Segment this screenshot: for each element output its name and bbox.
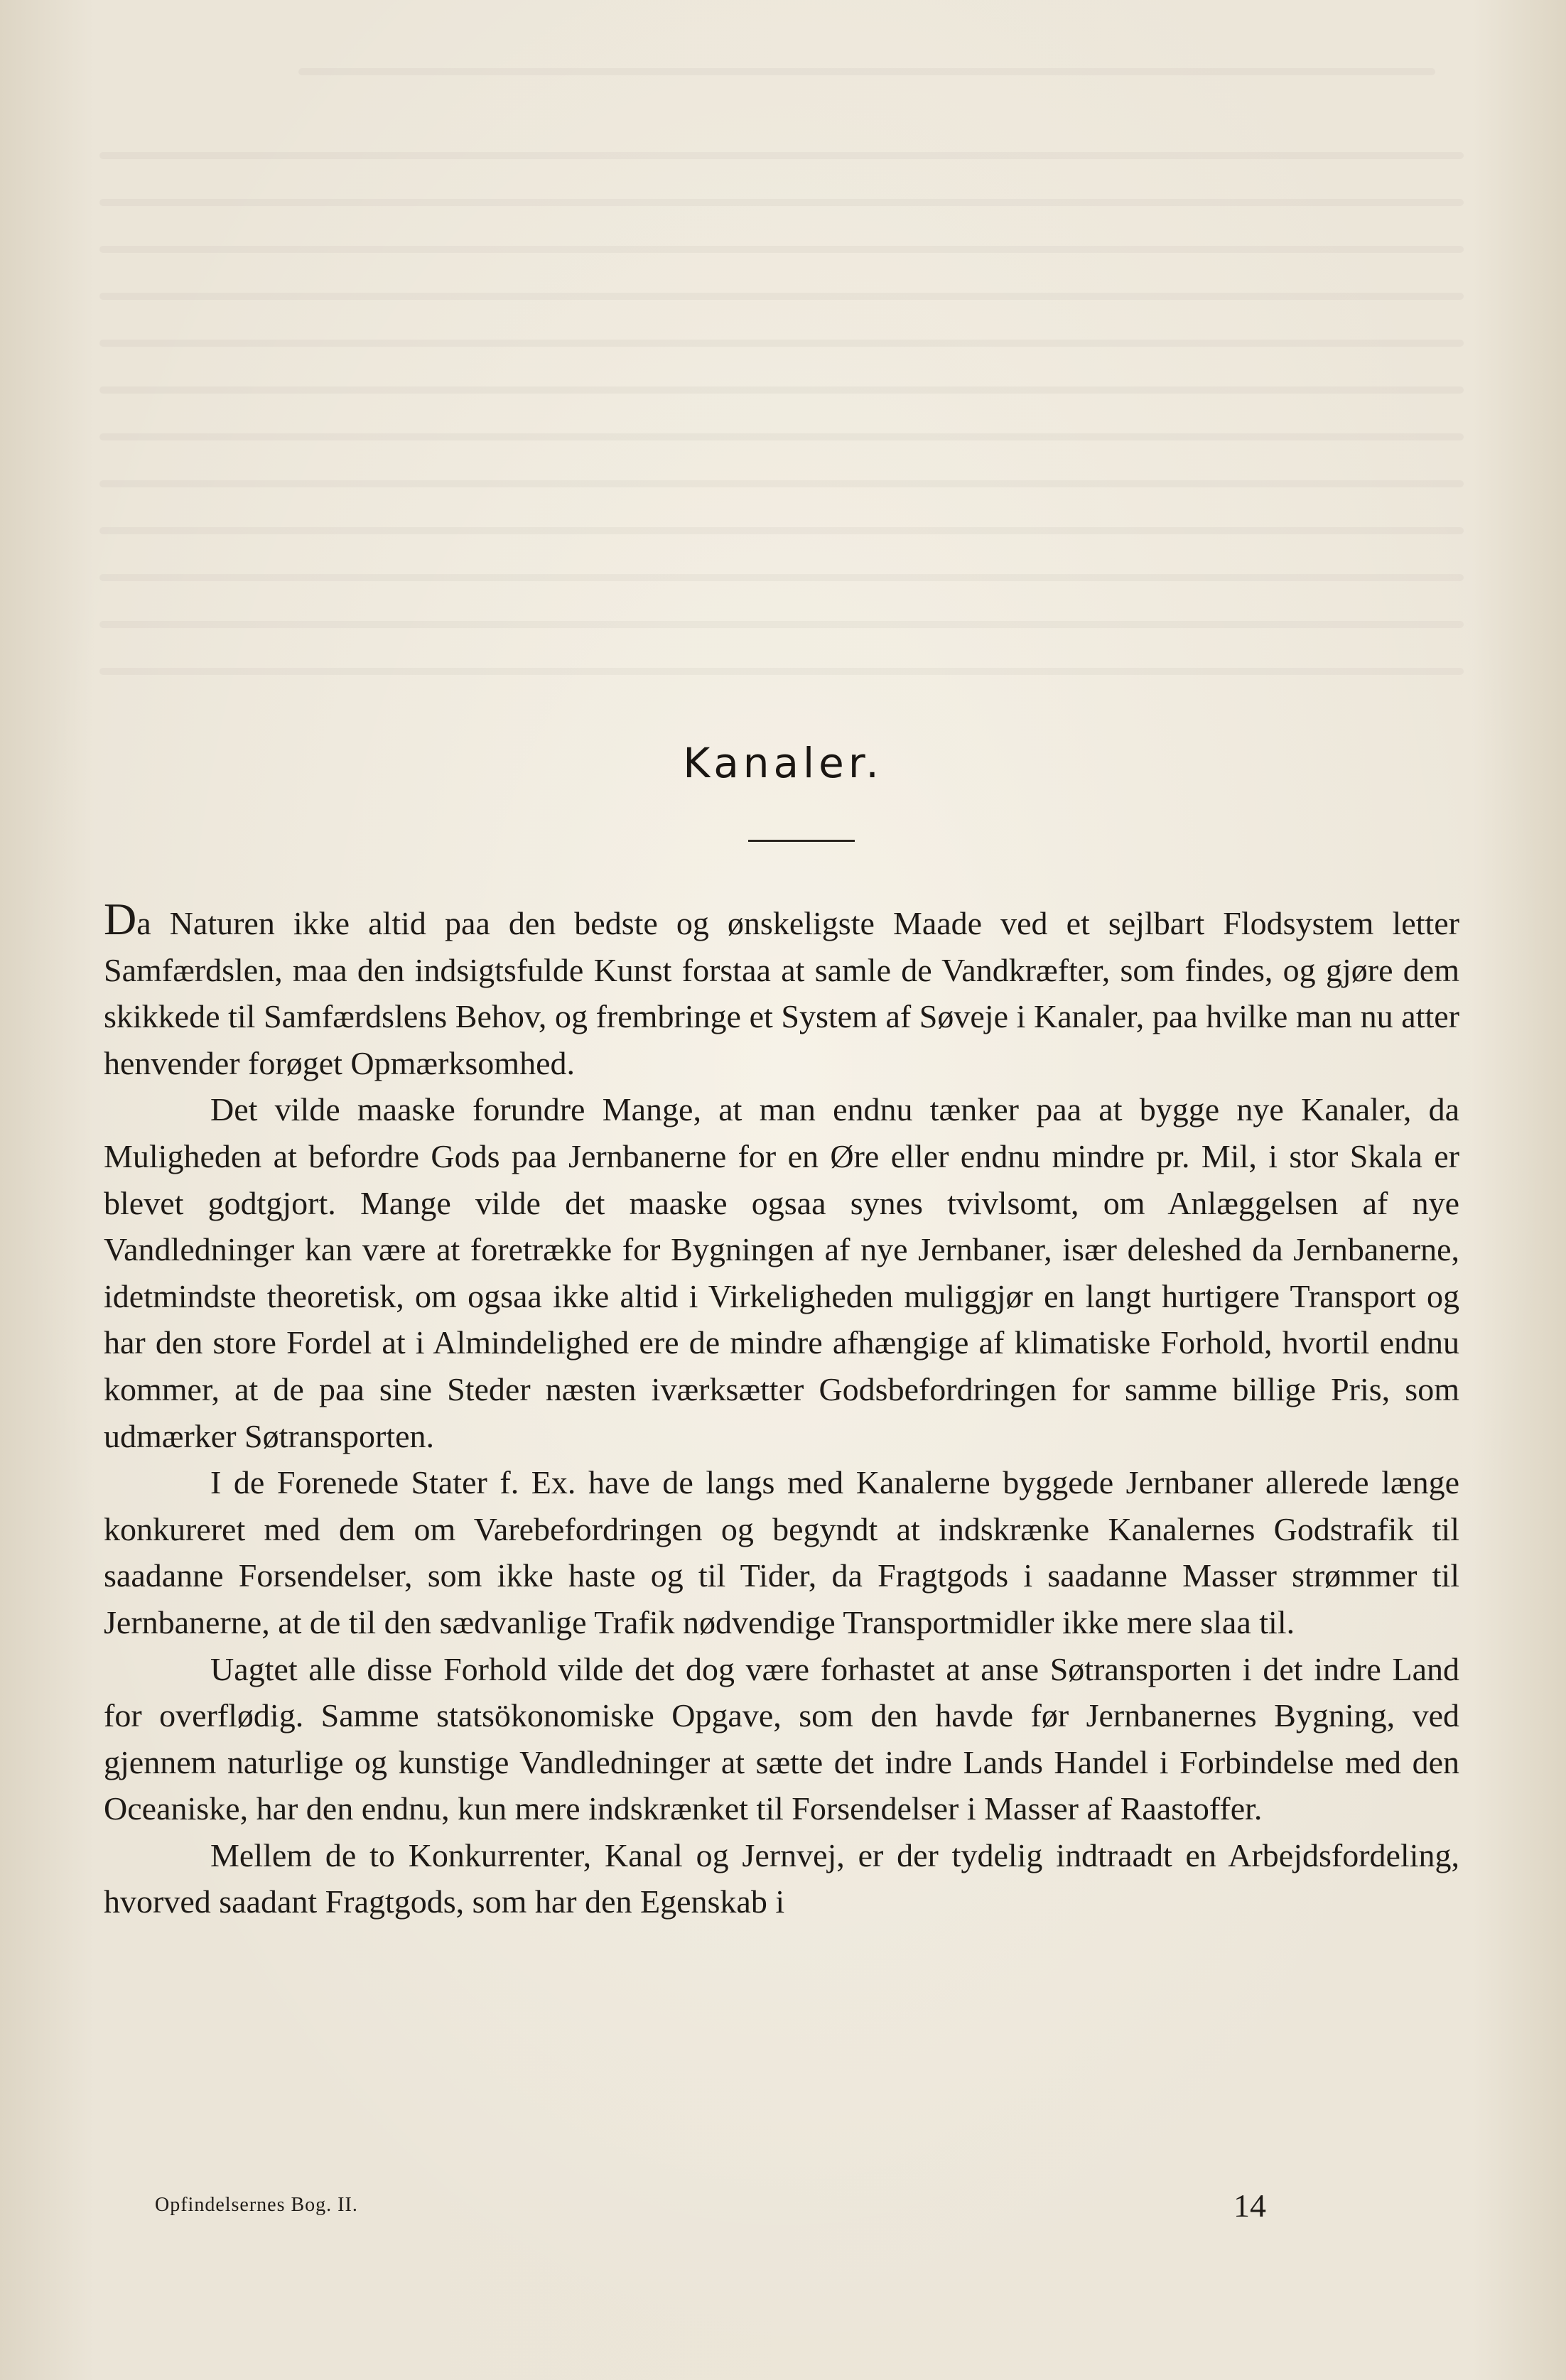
signature-mark: Opfindelsernes Bog. II. xyxy=(155,2194,358,2216)
bleed-through-line xyxy=(99,293,1464,300)
bleed-through-line xyxy=(99,199,1464,206)
paragraph xyxy=(104,894,1459,1086)
bleed-through-line xyxy=(99,152,1464,159)
bleed-through-line xyxy=(99,621,1464,628)
bleed-through-line xyxy=(99,527,1464,534)
bleed-through-line xyxy=(99,246,1464,253)
bleed-through-line xyxy=(298,68,1435,75)
sheet-number: 14 xyxy=(1233,2187,1266,2224)
bleed-through-line xyxy=(99,480,1464,487)
title-rule xyxy=(748,840,855,842)
paragraph: Det vilde maaske forundre Mange, at man endnu tænker paa at bygge nye Kanaler, da Muligheden at befordre Gods paa Jernbanerne for en Øre eller endnu mindre pr. Mil, i stor Skala er blevet godtgjort. Mange vilde det maaske ogsaa synes tvivlsomt, om Anlæggelsen af nye Vandledninger kan være at foretrække for Bygningen af nye Jernbaner, især deleshed da Jernbanerne, idetmindste theoretisk, om ogsaa ikke altid i Virkeligheden muliggjør en langt hurtigere Transport og har den store Fordel at i Almindelighed ere de mindre afhængige af klimatiske Forhold, hvortil endnu kommer, at de paa sine Steder næsten iværksætter Godsbefordringen for samme billige Pris, som udmærker Søtransporten. xyxy=(104,1091,1459,1454)
paragraph: I de Forenede Stater f. Ex. have de langs med Kanalerne byggede Jernbaner allerede længe konkureret med dem om Varebefordringen og begyndt at indskrænke Kanalernes Godstrafik til saadanne Forsendelser, som ikke haste og til Tider, da Fragtgods i saadanne Masser strømmer til Jernbanerne, at de til den sædvanlige Trafik nødvendige Transportmidler ikke mere slaa til. xyxy=(104,1464,1459,1640)
bleed-through-line xyxy=(99,574,1464,581)
drop-cap: D xyxy=(104,894,137,944)
bleed-through-line xyxy=(99,433,1464,440)
bleed-through-line xyxy=(99,668,1464,675)
paragraph: Uagtet alle disse Forhold vilde det dog være forhastet at anse Søtransporten i det indre Land for overflødig. Samme statsökonomiske Opgave, som den havde før Jernbanernes Bygning, ved gjennem naturlige og kunstige Vandledninger at sætte det indre Lands Handel i Forbindelse med den Oceaniske, har den endnu, kun mere indskrænket til Forsendelser i Masser af Raastoffer. xyxy=(104,1650,1459,1827)
paragraph-text: a Naturen ikke altid paa den bedste og ønskeligste Maade ved et sejlbart Flodsystem letter Samfærdslen, maa den indsigtsfulde Kunst forstaa at samle de Vandkræfter, som findes, og gjøre dem skikkede til Samfærdslens Behov, og frembringe et System af Søveje i Kanaler, paa hvilke man nu atter henvender forøget Opmærksomhed. xyxy=(104,905,1459,1081)
body-text xyxy=(104,894,1459,1925)
chapter-title: Kanaler. xyxy=(683,739,883,787)
bleed-through-line xyxy=(99,340,1464,347)
paragraph: Mellem de to Konkurrenter, Kanal og Jernvej, er der tydelig indtraadt en Arbejdsfordeling, hvorved saadant Fragtgods, som har den Egenskab i xyxy=(104,1837,1459,1920)
page-footer xyxy=(104,2187,1459,2236)
bleed-through-line xyxy=(99,386,1464,394)
